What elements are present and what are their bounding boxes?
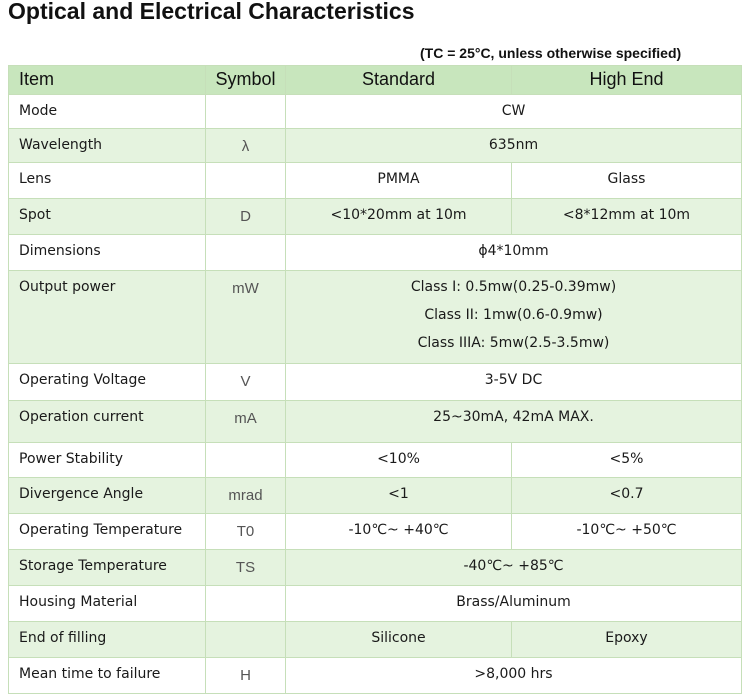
high-end-power-stability: <5%	[512, 443, 742, 478]
value-dimensions: ϕ4*10mm	[286, 235, 742, 271]
item-operating-temperature: Operating Temperature	[9, 514, 206, 550]
row-mean-time-to-failure	[9, 658, 742, 694]
standard-power-stability: <10%	[286, 443, 512, 478]
value-mode: CW	[286, 95, 742, 129]
item-dimensions: Dimensions	[9, 235, 206, 271]
symbol-wavelength: λ	[206, 129, 286, 163]
row-output-power	[9, 271, 742, 364]
header-item: Item	[9, 66, 206, 95]
characteristics-table	[8, 65, 742, 694]
symbol-power-stability	[206, 443, 286, 478]
value-housing-material: Brass/Aluminum	[286, 586, 742, 622]
item-output-power: Output power	[9, 271, 206, 364]
test-condition-note: (TC = 25°C, unless otherwise specified)	[420, 45, 682, 61]
page-title: Optical and Electrical Characteristics	[8, 0, 415, 24]
item-mode: Mode	[9, 95, 206, 129]
row-dimensions	[9, 235, 742, 271]
output-power-line-1: Class I: 0.5mw(0.25-0.39mw)	[410, 279, 617, 295]
value-mean-time-to-failure: >8,000 hrs	[286, 658, 742, 694]
symbol-operating-temperature: T0	[206, 514, 286, 550]
item-spot: Spot	[9, 199, 206, 235]
row-divergence-angle	[9, 478, 742, 514]
item-housing-material: Housing Material	[9, 586, 206, 622]
symbol-operating-voltage: V	[206, 364, 286, 401]
row-spot	[9, 199, 742, 235]
row-power-stability	[9, 443, 742, 478]
item-lens: Lens	[9, 163, 206, 199]
row-mode	[9, 95, 742, 129]
row-operating-temperature	[9, 514, 742, 550]
item-mean-time-to-failure: Mean time to failure	[9, 658, 206, 694]
standard-lens: PMMA	[286, 163, 512, 199]
symbol-mean-time-to-failure: H	[206, 658, 286, 694]
high-end-spot: <8*12mm at 10m	[512, 199, 742, 235]
row-storage-temperature	[9, 550, 742, 586]
item-power-stability: Power Stability	[9, 443, 206, 478]
row-end-of-filling	[9, 622, 742, 658]
symbol-dimensions	[206, 235, 286, 271]
standard-end-of-filling: Silicone	[286, 622, 512, 658]
value-storage-temperature: -40℃~ +85℃	[286, 550, 742, 586]
item-wavelength: Wavelength	[9, 129, 206, 163]
symbol-divergence-angle: mrad	[206, 478, 286, 514]
high-end-operating-temperature: -10℃~ +50℃	[512, 514, 742, 550]
symbol-housing-material	[206, 586, 286, 622]
standard-spot: <10*20mm at 10m	[286, 199, 512, 235]
symbol-end-of-filling	[206, 622, 286, 658]
symbol-operation-current: mA	[206, 401, 286, 443]
standard-operating-temperature: -10℃~ +40℃	[286, 514, 512, 550]
symbol-lens	[206, 163, 286, 199]
high-end-end-of-filling: Epoxy	[512, 622, 742, 658]
high-end-divergence-angle: <0.7	[512, 478, 742, 514]
item-operation-current: Operation current	[9, 401, 206, 443]
value-operating-voltage: 3-5V DC	[286, 364, 742, 401]
high-end-lens: Glass	[512, 163, 742, 199]
row-housing-material	[9, 586, 742, 622]
header-row	[9, 66, 742, 95]
symbol-mode	[206, 95, 286, 129]
value-wavelength: 635nm	[286, 129, 742, 163]
symbol-storage-temperature: TS	[206, 550, 286, 586]
value-operation-current: 25~30mA, 42mA MAX.	[286, 401, 742, 443]
output-power-line-3: Class IIIA: 5mw(2.5-3.5mw)	[417, 335, 610, 351]
symbol-output-power: mW	[206, 271, 286, 364]
value-output-power	[286, 271, 742, 364]
symbol-spot: D	[206, 199, 286, 235]
header-standard: Standard	[286, 66, 512, 95]
row-lens	[9, 163, 742, 199]
item-storage-temperature: Storage Temperature	[9, 550, 206, 586]
item-divergence-angle: Divergence Angle	[9, 478, 206, 514]
row-wavelength	[9, 129, 742, 163]
item-end-of-filling: End of filling	[9, 622, 206, 658]
header-symbol: Symbol	[206, 66, 286, 95]
header-high-end: High End	[512, 66, 742, 95]
output-power-line-2: Class II: 1mw(0.6-0.9mw)	[424, 307, 603, 323]
standard-divergence-angle: <1	[286, 478, 512, 514]
row-operating-voltage	[9, 364, 742, 401]
item-operating-voltage: Operating Voltage	[9, 364, 206, 401]
row-operation-current	[9, 401, 742, 443]
